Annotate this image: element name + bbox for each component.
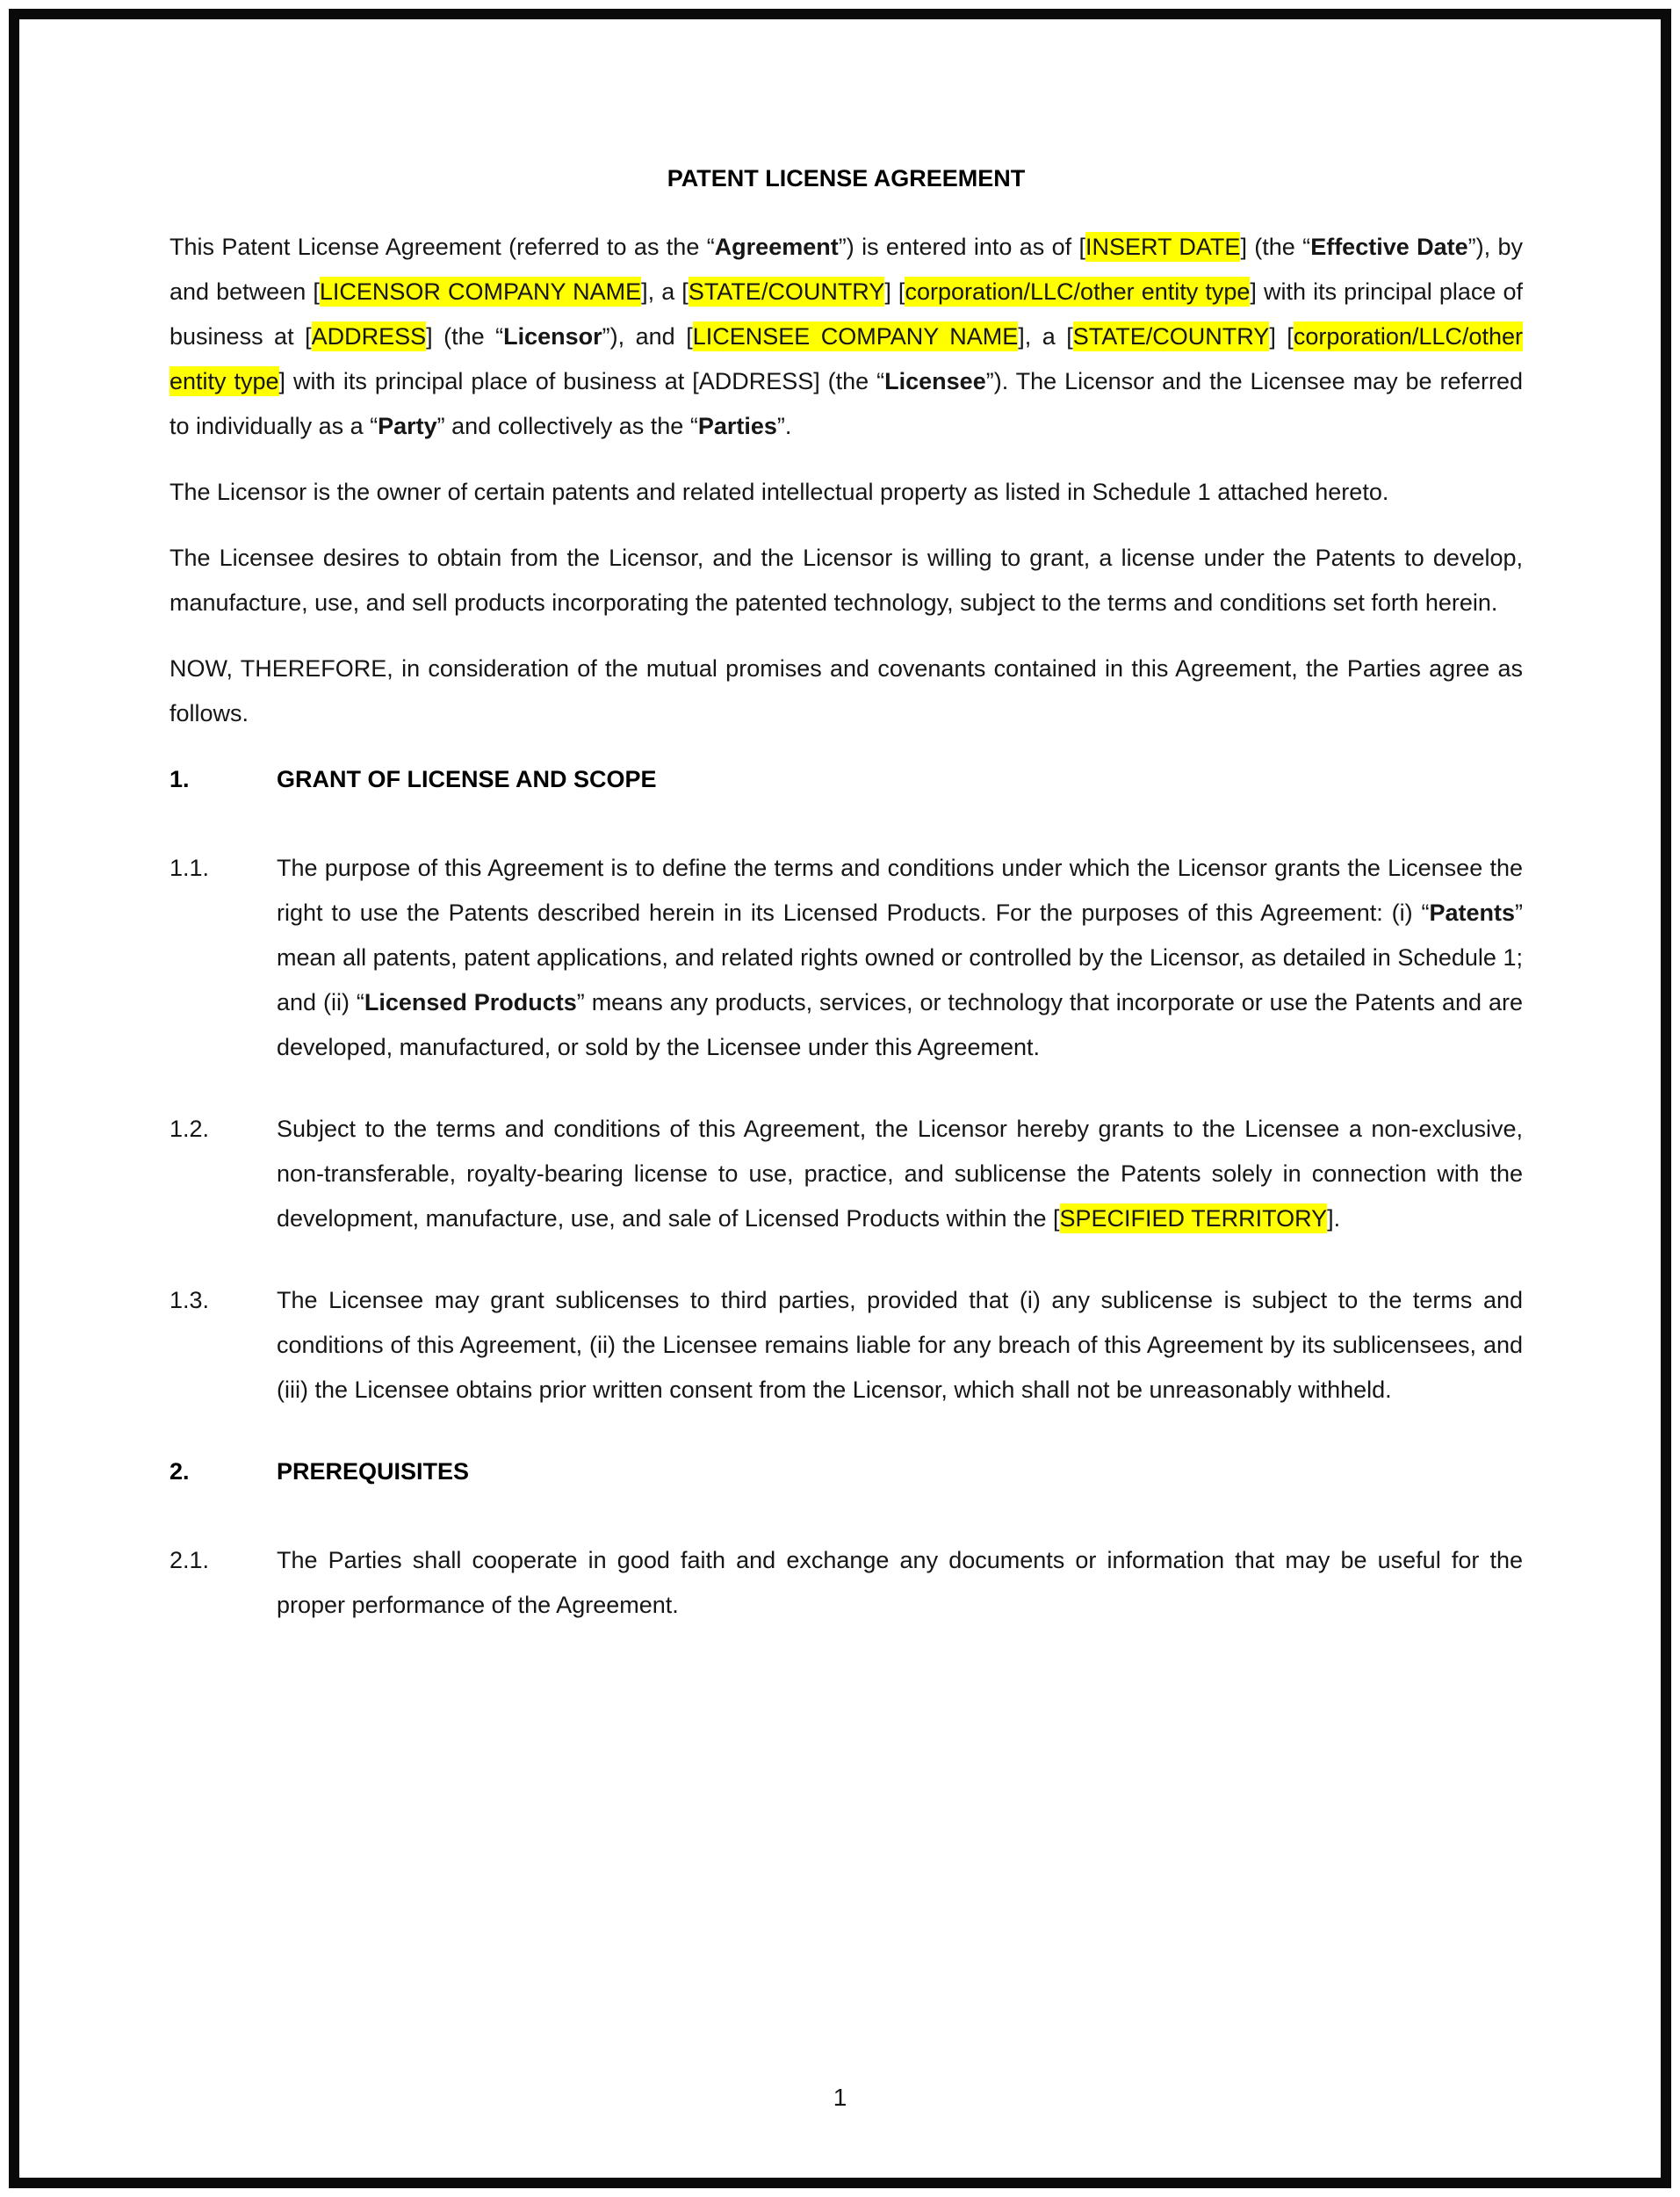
text-run: ] (the “ (426, 323, 504, 350)
highlighted-placeholder: corporation/LLC/other entity type (905, 278, 1251, 305)
text-run: ] [ (884, 278, 905, 305)
text-run: Subject to the terms and conditions of this Agreement, the Licensor hereby grants to the Licensee a non-exclusive, non-transferable, royalty-bearing license to use, practice, and sublicense the Patents solely in connection with the development, manufacture, use, and sale of Licensed Products within the [ (277, 1116, 1523, 1232)
recital-licensor-paragraph (169, 470, 1523, 515)
text-run: The Licensor is the owner of certain patents and related intellectual property as listed in Schedule 1 attached hereto. (169, 479, 1389, 505)
text-run: NOW, THEREFORE, in consideration of the mutual promises and covenants contained in this Agreement, the Parties agree as follows. (169, 655, 1523, 726)
clause-2-1-number: 2.1. (169, 1547, 210, 1573)
text-run: ]. (1327, 1205, 1341, 1232)
clause-1-1 (169, 846, 1523, 1070)
bold-term: Licensor (503, 323, 602, 350)
now-therefore-paragraph (169, 647, 1523, 736)
bold-term: Effective Date (1310, 234, 1468, 260)
clause-1-3-number: 1.3. (169, 1287, 210, 1313)
clause-1-2 (169, 1107, 1523, 1241)
bold-term: Agreement (714, 234, 839, 260)
highlighted-placeholder: SPECIFIED TERRITORY (1059, 1205, 1328, 1232)
highlighted-placeholder: STATE/COUNTRY (688, 278, 885, 305)
bold-term: Licensee (884, 368, 986, 394)
highlighted-placeholder: LICENSEE COMPANY NAME (692, 323, 1019, 350)
section-2-number: 2. (169, 1458, 190, 1485)
highlighted-placeholder: LICENSOR COMPANY NAME (319, 278, 642, 305)
text-run: ”), and [ (602, 323, 693, 350)
clause-1-2-number: 1.2. (169, 1116, 210, 1142)
text-run: ”). The Licensor and the Licensee may be referred to individually as a “ (169, 368, 1524, 439)
text-run: The purpose of this Agreement is to define the terms and conditions under which the Licensor grants the Licensee the right to use the Patents described herein in its Licensed Products. For the purposes of this Agreement: (i) “ (277, 855, 1523, 926)
text-run: This Patent License Agreement (referred to as the “ (169, 234, 715, 260)
highlighted-placeholder: corporation/LLC/other entity type (169, 323, 1523, 394)
bold-term: Licensed Products (364, 989, 577, 1015)
text-run: ], a [ (1018, 323, 1073, 350)
text-run: ] (the “ (1240, 234, 1311, 260)
recital-licensee-paragraph (169, 536, 1523, 625)
highlighted-placeholder: STATE/COUNTRY (1072, 323, 1270, 350)
text-run: ] [ (1269, 323, 1294, 350)
text-run: The Licensee desires to obtain from the Licensor, and the Licensor is willing to grant, a license under the Patents to develop, manufacture, use, and sell products incorporating the patented technology, subject to the terms and conditions set forth herein. (169, 545, 1523, 616)
clause-1-1-text (277, 846, 1523, 1070)
clause-2-1-text (277, 1538, 1523, 1628)
clause-1-3 (169, 1278, 1523, 1413)
text-run: The Parties shall cooperate in good faith and exchange any documents or information that may be useful for the proper performance of the Agreement. (277, 1547, 1523, 1618)
intro-paragraph (169, 225, 1523, 449)
bold-term: Party (378, 413, 437, 439)
text-run: ], a [ (641, 278, 689, 305)
clause-2-1 (169, 1538, 1523, 1628)
text-run: ] with its principal place of business at [ADDRESS] (the “ (278, 368, 885, 394)
clause-1-1-number: 1.1. (169, 855, 210, 881)
section-2-heading (169, 1449, 1523, 1494)
text-run: ”) is entered into as of [ (838, 234, 1086, 260)
text-run: ”), by and between [ (169, 234, 1523, 305)
highlighted-placeholder: INSERT DATE (1085, 234, 1241, 260)
clause-1-3-text (277, 1278, 1523, 1413)
text-run: ] with its principal place of business at [ (169, 278, 1523, 350)
document-title: PATENT LICENSE AGREEMENT (667, 165, 1026, 192)
text-run: The Licensee may grant sublicenses to third parties, provided that (i) any sublicense is subject to the terms and conditions of this Agreement, (ii) the Licensee remains liable for any breach of this Agreement by its sublicensees, and (iii) the Licensee obtains prior written consent from the Licensor, which shall not be unreasonably withheld. (277, 1287, 1523, 1403)
section-2-title: PREREQUISITES (277, 1458, 470, 1485)
section-1-number: 1. (169, 766, 190, 792)
text-run: ” means any products, services, or technology that incorporate or use the Patents and are developed, manufactured, or sold by the Licensee under this Agreement. (277, 989, 1523, 1060)
section-1-title: GRANT OF LICENSE AND SCOPE (277, 766, 657, 792)
text-run: ” mean all patents, patent applications, and related rights owned or controlled by the Licensor, as detailed in Schedule 1; and (ii) “ (277, 900, 1523, 1015)
highlighted-placeholder: ADDRESS (311, 323, 427, 350)
section-1-heading (169, 757, 1523, 802)
bold-term: Parties (697, 413, 777, 439)
text-run: ”. (776, 413, 792, 439)
clause-1-2-text (277, 1107, 1523, 1241)
text-run: ” and collectively as the “ (436, 413, 698, 439)
bold-term: Patents (1429, 900, 1515, 926)
document-content (169, 156, 1523, 1665)
page-number: 1 (833, 2084, 847, 2111)
